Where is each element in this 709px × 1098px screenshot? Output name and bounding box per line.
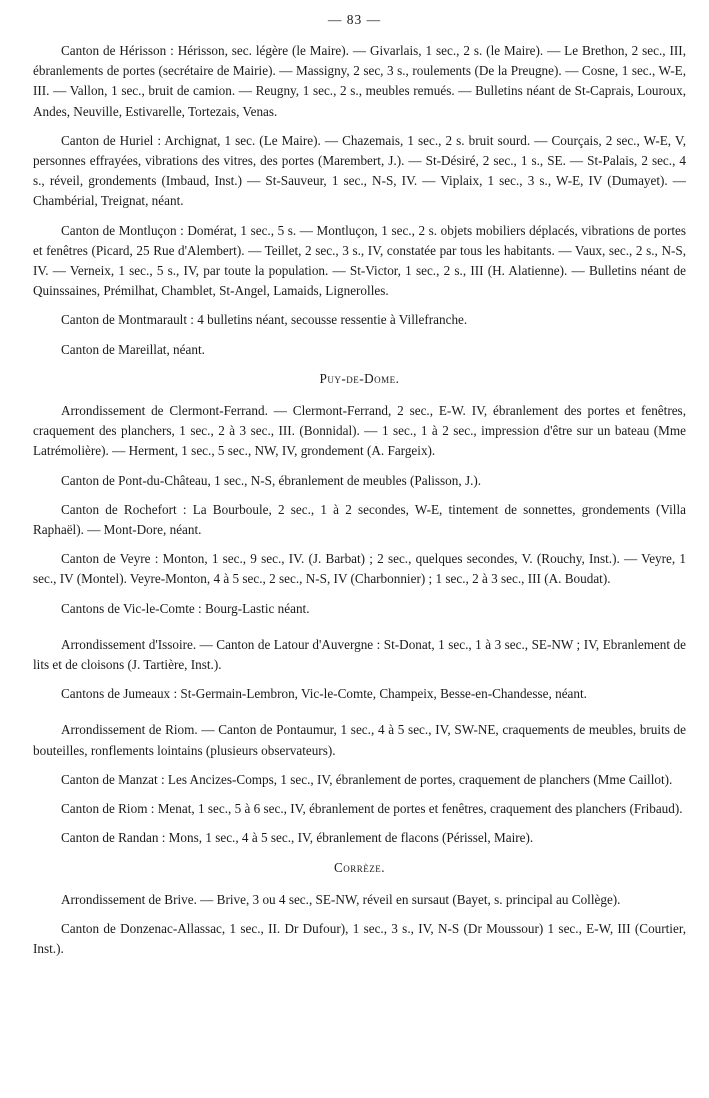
- paragraph-donzenac: Canton de Donzenac-Allassac, 1 sec., II. Dr Dufour), 1 sec., 3 s., IV, N-S (Dr Moussour) 1 sec., E-W, III (Courtier, Inst.).: [33, 920, 686, 957]
- page-number: — 83 —: [327, 12, 382, 27]
- paragraph-huriel: Canton de Huriel : Archignat, 1 sec. (Le Maire). — Chazemais, 1 sec., 2 s. bruit sourd. — Courçais, 2 sec., W-E, V, personnes effrayées, vibrations des vitres, des portes (Marembert, J.). — St-Désiré, 2 sec., 1 s., SE. — St-Palais, 2 sec., 4 s., réveil, grondements (Imbaud, Inst.) — St-Sauveur, 1 sec., N-S, IV. — Viplaix, 1 sec., 3 s., W-E, IV (Dumayet). — Chambérial, Treignat, néant.: [33, 132, 686, 209]
- paragraph-clermont-ferrand: Arrondissement de Clermont-Ferrand. — Clermont-Ferrand, 2 sec., E-W. IV, ébranlement des portes et fenêtres, craquement des planchers, 1 sec., 2 à 3 sec., III. (Bonnidal). — 1 sec., 1 à 2 sec., impression d'être sur un bateau (Mme Latrémolière). — Herment, 1 sec., 5 sec., NW, IV, grondement (A. Fargeix).: [33, 403, 686, 459]
- paragraph-mareillat: Canton de Mareillat, néant.: [61, 341, 205, 357]
- paragraph-montmarault: Canton de Montmarault : 4 bulletins néant, secousse ressentie à Villefranche.: [61, 312, 468, 328]
- paragraph-montlucon: Canton de Montluçon : Domérat, 1 sec., 5 s. — Montluçon, 1 sec., 2 s. objets mobiliers déplacés, vibrations de portes et fenêtres (Picard, 25 Rue d'Alembert). — Teillet, 2 sec., 3 s., IV, constatée par tous les habitants. — Vaux, sec., 2 s., N-S, IV. — Verneix, 1 sec., 5 s., IV, par toute la population. — St-Victor, 1 sec., 2 s., III (H. Alatienne). — Bulletins néant de Quinssaines, Prémilhat, Chamblet, St-Angel, Lamaids, Lignerolles.: [33, 222, 686, 299]
- paragraph-manzat: Canton de Manzat : Les Ancizes-Comps, 1 sec., IV, ébranlement de portes, craquement de planchers (Mme Caillot).: [61, 771, 673, 787]
- paragraph-vic-le-comte: Cantons de Vic-le-Comte : Bourg-Lastic néant.: [61, 600, 310, 616]
- paragraph-herisson: Canton de Hérisson : Hérisson, sec. légère (le Maire). — Givarlais, 1 sec., 2 s. (le Maire). — Le Brethon, 2 sec., III, ébranlements de portes (secrétaire de Mairie). — Massigny, 2 sec, 3 s., roulements (De la Preugne). — Cosne, 1 sec., W-E, III. — Vallon, 1 sec., bruit de camion. — Reugny, 1 sec., 2 s., meubles remués. — Bulletins néant de St-Caprais, Louroux, Andes, Neuville, Estivarelle, Tortezais, Venas.: [33, 43, 686, 119]
- section-heading-puy-de-dome: Puy-de-Dome.: [319, 370, 400, 386]
- paragraph-randan: Canton de Randan : Mons, 1 sec., 4 à 5 sec., IV, ébranlement de flacons (Périssel, Maire).: [61, 830, 534, 846]
- paragraph-veyre: Canton de Veyre : Monton, 1 sec., 9 sec., IV. (J. Barbat) ; 2 sec., quelques secondes, V. (Rouchy, Inst.). — Veyre, 1 sec., IV (Montel). Veyre-Monton, 4 à 5 sec., 2 sec., N-S, IV (Charbonnier) ; 1 sec., 2 à 3 sec., III (A. Boudat).: [33, 551, 686, 587]
- paragraph-riom: Arrondissement de Riom. — Canton de Pontaumur, 1 sec., 4 à 5 sec., IV, SW-NE, craquements de meubles, bruits de bouteilles, ronflements lointains (plusieurs observateurs).: [33, 722, 686, 758]
- paragraph-issoire: Arrondissement d'Issoire. — Canton de Latour d'Auvergne : St-Donat, 1 sec., 1 à 3 sec., SE-NW ; IV, Ebranlement de lits et de cloisons (J. Tartière, Inst.).: [33, 636, 686, 673]
- section-heading-correze: Corrèze.: [333, 859, 386, 875]
- paragraph-jumeaux: Cantons de Jumeaux : St-Germain-Lembron, Vic-le-Comte, Champeix, Besse-en-Chandesse, néant.: [61, 686, 587, 702]
- page-content: [33, 41, 686, 968]
- paragraph-rochefort: Canton de Rochefort : La Bourboule, 2 sec., 1 à 2 secondes, W-E, tintement de sonnettes, grondements (Villa Raphaël). — Mont-Dore, néant.: [33, 501, 686, 538]
- paragraph-brive: Arrondissement de Brive. — Brive, 3 ou 4 sec., SE-NW, réveil en sursaut (Bayet, s. principal au Collège).: [61, 891, 621, 907]
- paragraph-menat: Canton de Riom : Menat, 1 sec., 5 à 6 sec., IV, ébranlement de portes et fenêtres, craquement des planchers (Fribaud).: [61, 801, 683, 817]
- paragraph-pont-du-chateau: Canton de Pont-du-Château, 1 sec., N-S, ébranlement de meubles (Palisson, J.).: [61, 472, 482, 488]
